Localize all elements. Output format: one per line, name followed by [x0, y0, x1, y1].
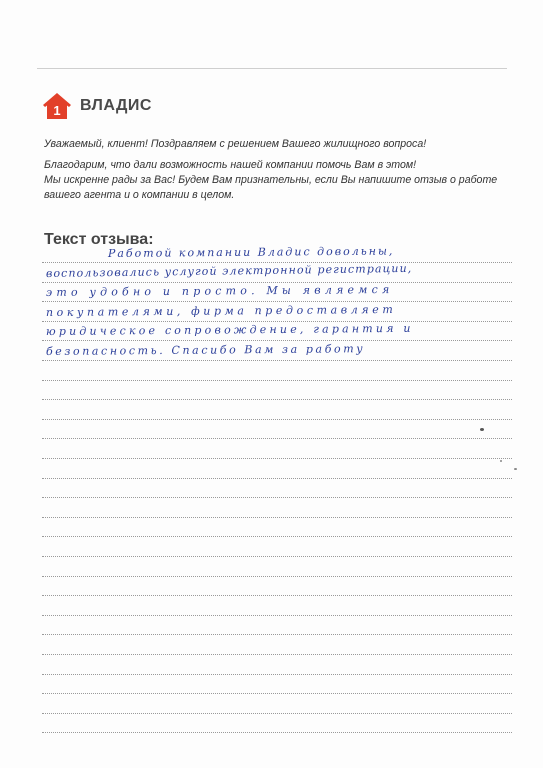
- handwritten-line: юридическое сопровождение, гарантия и: [45, 322, 414, 339]
- brand-logo: [42, 92, 152, 120]
- ruled-line: [42, 282, 512, 283]
- ruled-line: [42, 360, 512, 361]
- ruled-line: [42, 615, 512, 616]
- ruled-line: [42, 438, 512, 439]
- ruled-line: [42, 301, 512, 302]
- ruled-line: [42, 634, 512, 635]
- top-divider: [37, 68, 507, 69]
- ruled-line: [42, 674, 512, 675]
- ruled-line: [42, 693, 512, 694]
- ruled-line: [42, 380, 512, 381]
- handwritten-line: безопасность. Спасибо Вам за работу: [45, 342, 366, 358]
- ruled-line: [42, 399, 512, 400]
- thanks-line-3: вашего агента и о компании в целом.: [44, 189, 235, 201]
- ruled-line: [42, 517, 512, 518]
- ruled-line: [42, 536, 512, 537]
- ruled-line: [42, 732, 512, 733]
- greeting-text: Уважаемый, клиент! Поздравляем с решением Вашего жилищного вопроса!: [44, 138, 427, 150]
- thanks-line-2: Мы искренне рады за Вас! Будем Вам признательны, если Вы напишите отзыв о работе: [44, 174, 498, 186]
- ruled-line: [42, 556, 512, 557]
- ruled-line: [42, 595, 512, 596]
- thanks-line-1: Благодарим, что дали возможность нашей компании помочь Вам в этом!: [44, 159, 417, 171]
- handwritten-line: это удобно и просто. Мы являемся: [45, 283, 394, 300]
- ruled-line: [42, 654, 512, 655]
- ruled-line: [42, 576, 512, 577]
- ruled-line: [42, 340, 512, 341]
- logo-digit: 1: [53, 103, 61, 118]
- handwritten-line: воспользовались услугой электронной регистрации,: [45, 261, 413, 280]
- intro-text: [44, 137, 504, 203]
- house-logo-icon: [42, 92, 72, 120]
- ruled-line: [42, 713, 512, 714]
- handwritten-line: покупателями, фирма предоставляет: [45, 302, 397, 319]
- ink-speck: [480, 428, 484, 431]
- handwritten-line: Работой компании Владис довольны,: [107, 244, 395, 260]
- brand-name: ВЛАДИС: [80, 97, 152, 114]
- ink-speck: [500, 460, 502, 462]
- ruled-line: [42, 478, 512, 479]
- ruled-line: [42, 458, 512, 459]
- ruled-line: [42, 419, 512, 420]
- ruled-line: [42, 321, 512, 322]
- review-heading: Текст отзыва:: [44, 231, 154, 248]
- ink-speck: [514, 468, 517, 470]
- ruled-line: [42, 497, 512, 498]
